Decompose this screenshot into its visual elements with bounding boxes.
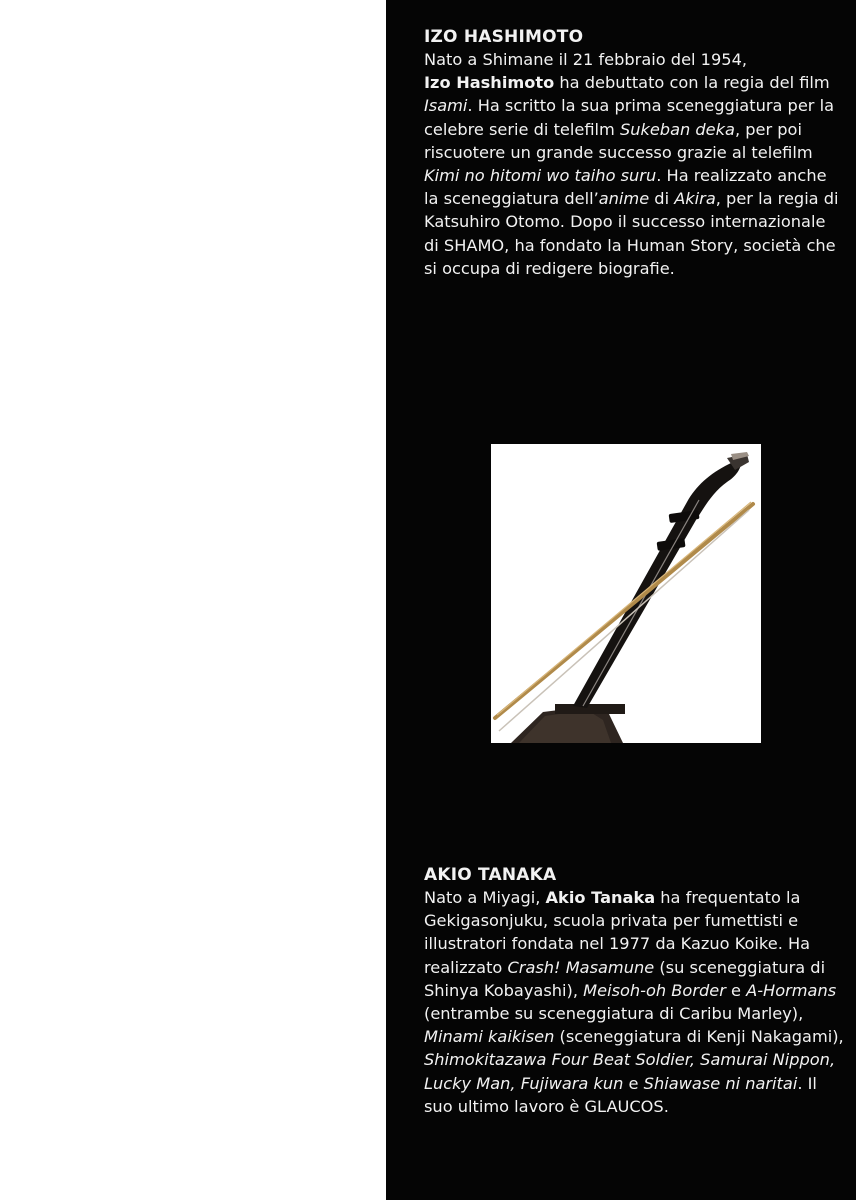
bio-text-segment: . Ha scritto la sua prima sceneggiatura per la celebre serie di telefilm <box>424 96 835 139</box>
bio-izo-hashimoto <box>424 26 844 280</box>
bio-text-segment: (su sceneggiatura di Shinya Kobayashi), <box>424 957 826 1000</box>
bio-text-segment: , per la regia di Katsuhiro Otomo. Dopo il successo internazionale di SHAMO, ha fondato la Human Story, società che si occupa di redigere biografie. <box>424 189 839 278</box>
bio-text <box>424 48 844 280</box>
bio-text-segment: ha frequentato la Gekigasonjuku, scuola privata per fumettisti e illustratori fondata nel 1977 da Kazuo Koike. Ha realizzato <box>424 888 811 977</box>
series-title: Kimi no hitomi wo taiho suru <box>424 166 657 186</box>
film-title: Isami <box>424 96 468 116</box>
bio-text-segment: , per poi riscuotere un grande successo grazie al telefilm <box>424 119 813 162</box>
bio-name-bold: Akio Tanaka <box>545 888 656 907</box>
work-title: A-Hormans <box>746 980 837 1000</box>
term-anime: anime <box>598 189 650 209</box>
erhu-photo <box>491 444 761 743</box>
bio-name-bold: Izo Hashimoto <box>424 73 555 93</box>
series-title: Sukeban deka <box>619 119 735 139</box>
photo-background <box>491 444 761 743</box>
bio-text-segment: Nato a Shimane il 21 febbraio del 1954, <box>424 50 748 69</box>
bio-text-segment: di <box>649 189 675 209</box>
film-title: Akira <box>674 189 716 209</box>
bio-akio-tanaka <box>424 864 844 1118</box>
work-title: Meisoh-oh Border <box>583 980 726 1000</box>
bio-text-segment: (sceneggiatura di Kenji Nakagami), <box>554 1027 844 1047</box>
bio-text-segment: . Ha realizzato anche la sceneggiatura dell’ <box>424 166 827 209</box>
bio-text-segment: ha debuttato con la regia del film <box>554 73 830 93</box>
bio-text-segment: Nato a Miyagi, <box>424 888 546 907</box>
bio-text-segment: . Il suo ultimo lavoro è GLAUCOS. <box>424 1073 817 1116</box>
bio-text-segment: e <box>725 980 747 1000</box>
bio-text-segment: e <box>623 1073 644 1093</box>
bio-title: AKIO TANAKA <box>424 865 557 885</box>
bio-title: IZO HASHIMOTO <box>424 27 584 47</box>
bio-text <box>424 886 844 1118</box>
erhu-drum-top <box>555 704 625 714</box>
blank-left-page <box>0 0 386 1200</box>
bio-text-segment: (entrambe su sceneggiatura di Caribu Marley), <box>424 1004 804 1024</box>
erhu-illustration <box>491 444 761 743</box>
work-title: Shiawase ni naritai <box>643 1073 798 1093</box>
work-titles: Shimokitazawa Four Beat Soldier, Samurai Nippon, Lucky Man, Fujiwara kun <box>424 1050 836 1093</box>
work-title: Crash! Masamune <box>507 957 655 977</box>
work-title: Minami kaikisen <box>424 1027 555 1047</box>
